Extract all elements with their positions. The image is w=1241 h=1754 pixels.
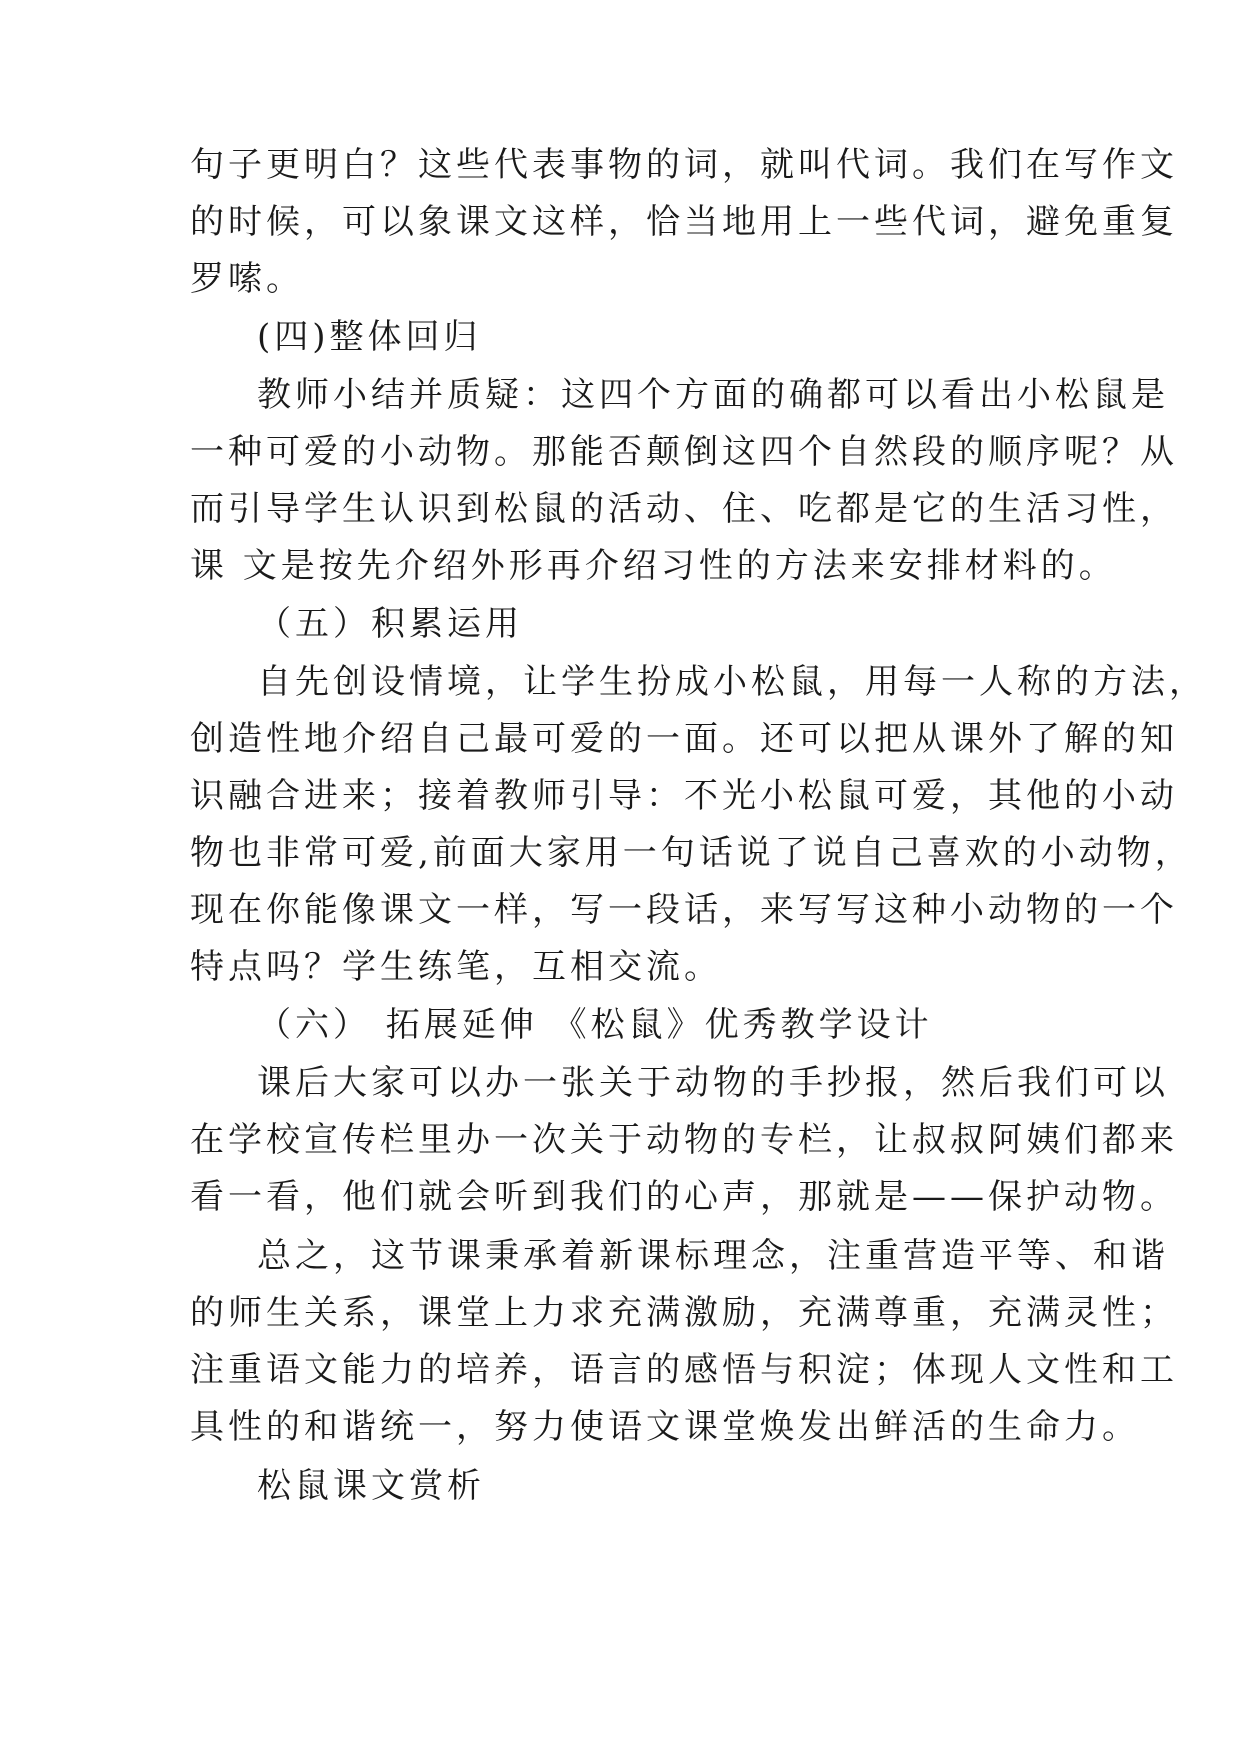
section-heading: （六） 拓展延伸 《松鼠》优秀教学设计 (257, 1005, 933, 1045)
text-line: 现在你能像课文一样，写一段话，来写写这种小动物的一个 (190, 890, 1178, 930)
text-line: 创造性地介绍自己最可爱的一面。还可以把从课外了解的知 (190, 719, 1178, 759)
section-heading: （五）积累运用 (257, 604, 523, 644)
text-line: 而引导学生认识到松鼠的活动、住、吃都是它的生活习性， (190, 489, 1178, 529)
text-line: 自先创设情境，让学生扮成小松鼠，用每一人称的方法， (257, 662, 1207, 702)
text-line: 物也非常可爱,前面大家用一句话说了说自己喜欢的小动物， (190, 833, 1193, 873)
text-line: 课后大家可以办一张关于动物的手抄报，然后我们可以 (257, 1063, 1169, 1103)
text-line: 的师生关系，课堂上力求充满激励，充满尊重，充满灵性； (190, 1293, 1178, 1333)
text-line: 句子更明白？这些代表事物的词，就叫代词。我们在写作文 (190, 145, 1178, 185)
text-line: 教师小结并质疑：这四个方面的确都可以看出小松鼠是 (257, 375, 1169, 415)
text-line: 一种可爱的小动物。那能否颠倒这四个自然段的顺序呢？从 (190, 432, 1178, 472)
text-line: 在学校宣传栏里办一次关于动物的专栏，让叔叔阿姨们都来 (190, 1120, 1178, 1160)
text-line: 的时候，可以象课文这样，恰当地用上一些代词，避免重复 (190, 202, 1178, 242)
text-line: 特点吗？学生练笔，互相交流。 (190, 947, 722, 987)
section-heading: (四)整体回归 (257, 317, 482, 357)
text-line: 罗嗦。 (190, 259, 304, 299)
text-line: 总之，这节课秉承着新课标理念，注重营造平等、和谐 (257, 1236, 1169, 1276)
text-line: 课 文是按先介绍外形再介绍习性的方法来安排材料的。 (190, 546, 1117, 586)
text-line: 识融合进来；接着教师引导：不光小松鼠可爱，其他的小动 (190, 776, 1178, 816)
text-line: 看一看，他们就会听到我们的心声，那就是——保护动物。 (190, 1177, 1178, 1217)
text-line: 注重语文能力的培养，语言的感悟与积淀；体现人文性和工 (190, 1350, 1178, 1390)
text-line: 具性的和谐统一，努力使语文课堂焕发出鲜活的生命力。 (190, 1407, 1140, 1447)
section-heading: 松鼠课文赏析 (257, 1466, 485, 1506)
